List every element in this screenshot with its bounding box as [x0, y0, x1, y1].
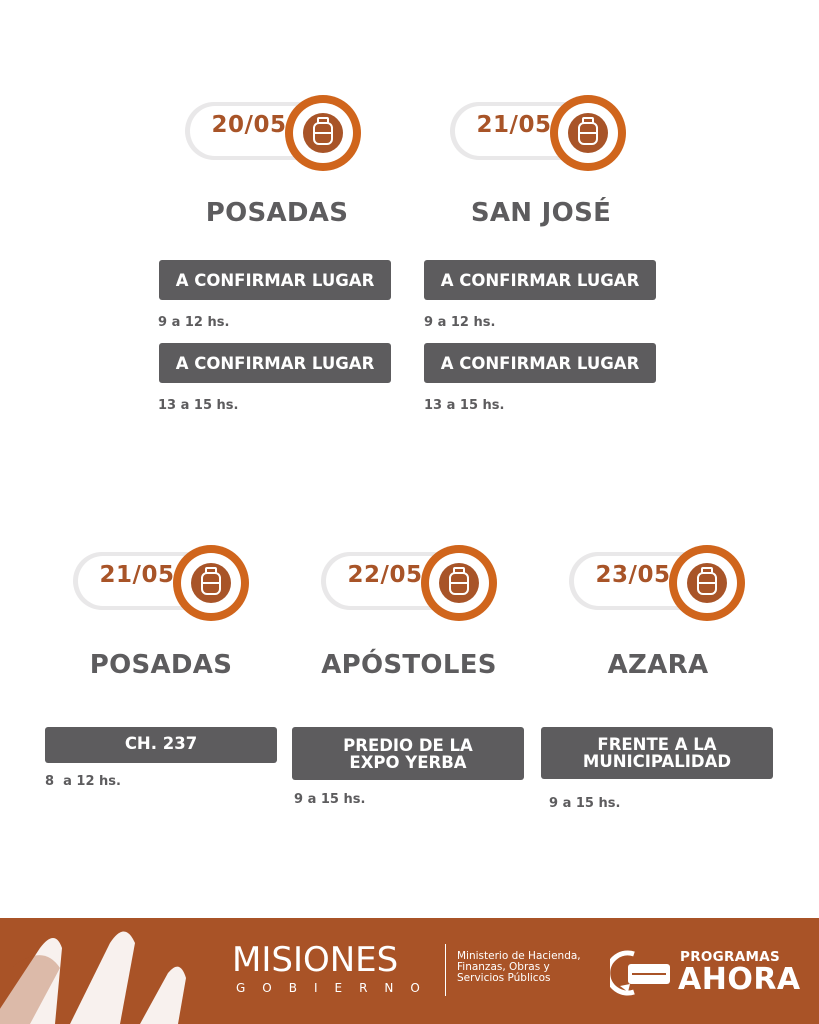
- date-label: 22/05: [347, 562, 423, 588]
- ahora-label: AHORA: [678, 962, 801, 997]
- date-label: 21/05: [99, 562, 175, 588]
- programas-label: PROGRAMAS: [680, 949, 780, 965]
- programas-ahora-icon: [610, 948, 674, 996]
- ministry-line: Ministerio de Hacienda,: [457, 950, 581, 962]
- ministry-line: Servicios Públicos: [457, 972, 551, 984]
- location-line: FRENTE A LA: [597, 735, 717, 754]
- city-title: AZARA: [607, 650, 709, 680]
- hours-label: 9 a 15 hs.: [294, 792, 366, 807]
- date-pill: [182, 93, 367, 175]
- location-line: PREDIO DE LA: [343, 735, 473, 755]
- gobierno-label: GOBIERNO: [236, 981, 437, 995]
- ministry-text: [457, 951, 597, 984]
- location-button[interactable]: A CONFIRMAR LUGAR: [424, 343, 656, 383]
- location-line: EXPO YERBA: [349, 752, 467, 772]
- brand-mark-graphic: [0, 918, 200, 1024]
- city-title: SAN JOSÉ: [470, 198, 612, 228]
- date-pill: [70, 543, 255, 625]
- footer-bar: [0, 918, 819, 1024]
- hours-label: 9 a 12 hs.: [424, 315, 496, 330]
- date-pill: [566, 543, 751, 625]
- location-button[interactable]: A CONFIRMAR LUGAR: [424, 260, 656, 300]
- city-title: APÓSTOLES: [321, 650, 497, 680]
- ministry-line: Finanzas, Obras y: [457, 961, 550, 973]
- location-button[interactable]: [292, 727, 524, 780]
- misiones-logo: MISIONES: [232, 940, 399, 980]
- footer-divider: [445, 944, 446, 996]
- hours-label: 9 a 15 hs.: [549, 796, 621, 811]
- city-title: POSADAS: [205, 198, 349, 228]
- hours-label: 8 a 12 hs.: [45, 774, 121, 789]
- location-button[interactable]: CH. 237: [45, 727, 277, 763]
- date-label: 20/05: [211, 112, 287, 138]
- date-pill: [447, 93, 632, 175]
- location-button[interactable]: A CONFIRMAR LUGAR: [159, 343, 391, 383]
- hours-label: 9 a 12 hs.: [158, 315, 230, 330]
- city-title: POSADAS: [89, 650, 233, 680]
- hours-label: 13 a 15 hs.: [424, 398, 505, 413]
- date-label: 23/05: [595, 562, 671, 588]
- date-label: 21/05: [476, 112, 552, 138]
- location-line: MUNICIPALIDAD: [582, 752, 732, 771]
- hours-label: 13 a 15 hs.: [158, 398, 239, 413]
- location-button[interactable]: A CONFIRMAR LUGAR: [159, 260, 391, 300]
- date-pill: [318, 543, 503, 625]
- location-button[interactable]: [541, 727, 773, 779]
